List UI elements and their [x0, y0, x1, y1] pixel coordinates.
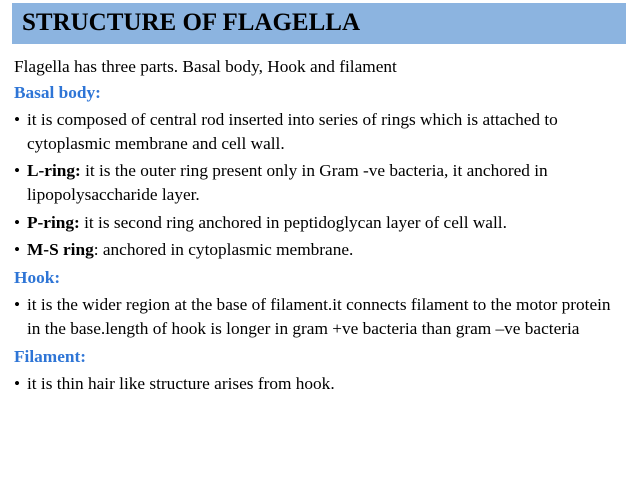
- bullet-dot: •: [14, 161, 21, 181]
- bullet-dot: •: [14, 110, 21, 130]
- slide-title: STRUCTURE OF FLAGELLA: [22, 9, 361, 36]
- heading-filament: Filament:: [14, 346, 86, 366]
- bullet-dot: •: [14, 240, 21, 260]
- slide-content: [14, 55, 626, 400]
- title-bar: [12, 3, 626, 44]
- bullet-basal-description: [14, 108, 626, 155]
- bullet-label: M-S ring: [27, 240, 94, 260]
- bullet-label: L-ring:: [27, 161, 81, 181]
- intro-text: Flagella has three parts. Basal body, Hook and filament: [14, 57, 397, 76]
- bullet-text: : anchored in cytoplasmic membrane.: [93, 240, 354, 260]
- bullet-dot: •: [14, 212, 21, 232]
- bullet-p-ring: [14, 211, 626, 235]
- bullet-dot: •: [14, 374, 21, 394]
- bullet-text: it is composed of central rod inserted into series of rings which is attached to cytoplasmic membrane and cell wall.: [27, 110, 558, 153]
- bullet-hook-description: [14, 293, 626, 340]
- bullet-text: it is the wider region at the base of filament.it connects filament to the motor protein in the base.length of hook is longer in gram +ve bacteria than gram –ve bacteria: [27, 295, 611, 338]
- bullet-text: it is the outer ring present only in Gram -ve bacteria, it anchored in lipopolysaccharide layer.: [27, 161, 548, 204]
- bullet-l-ring: [14, 159, 626, 206]
- bullet-text: it is second ring anchored in peptidoglycan layer of cell wall.: [79, 212, 507, 232]
- heading-hook: Hook:: [14, 267, 61, 287]
- bullet-dot: •: [14, 295, 21, 315]
- bullet-label: P-ring:: [27, 212, 80, 232]
- bullet-text: it is thin hair like structure arises from hook.: [27, 374, 335, 394]
- heading-basal-body: Basal body:: [14, 82, 101, 102]
- bullet-filament-description: [14, 372, 626, 396]
- bullet-ms-ring: [14, 238, 626, 262]
